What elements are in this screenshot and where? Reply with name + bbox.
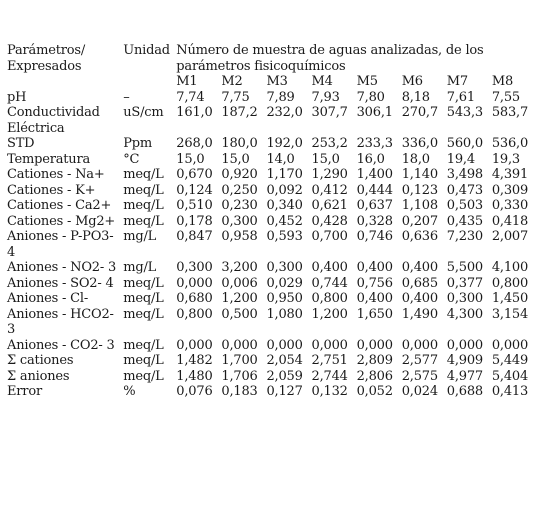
value-cell: 7,55: [491, 89, 520, 105]
sample-label-m2: M2: [221, 74, 243, 89]
value-cell: 0,800: [491, 275, 529, 291]
sample-label-m8: M8: [491, 74, 514, 89]
value-cell: 2,577: [401, 353, 438, 368]
unit-column-header: Unidad: [123, 43, 170, 58]
table-row: [7, 260, 537, 276]
value-cell: 2,575: [401, 368, 438, 384]
value-cell: 2,054: [266, 353, 303, 368]
unit-cell: meq/L: [123, 198, 164, 213]
value-cell: 1,170: [266, 167, 303, 182]
parameter-cell: Cationes - Ca2+: [7, 198, 112, 213]
sample-label-m7: M7: [446, 74, 468, 89]
value-cell: 7,80: [356, 89, 385, 105]
value-cell: 0,800: [176, 306, 213, 322]
value-cell: 0,958: [221, 229, 258, 244]
parameter-cell: Conductividad Eléctrica: [7, 105, 100, 136]
unit-cell: meq/L: [123, 213, 164, 229]
value-cell: 8,18: [401, 89, 430, 105]
value-cell: 0,637: [356, 198, 393, 213]
value-cell: 0,000: [311, 337, 348, 353]
value-cell: 0,756: [356, 275, 393, 291]
value-cell: 0,920: [221, 167, 258, 182]
value-cell: 0,377: [446, 275, 483, 291]
value-cell: 7,74: [176, 89, 205, 105]
unit-cell: meq/L: [123, 353, 164, 368]
value-cell: 0,178: [176, 213, 213, 229]
value-cell: 0,746: [356, 229, 393, 244]
value-cell: 232,0: [266, 105, 303, 120]
parameter-cell: Aniones - P-PO3- 4: [7, 229, 114, 260]
value-cell: 0,183: [221, 384, 258, 399]
parameter-cell: Σ cationes: [7, 353, 74, 368]
unit-cell: meq/L: [123, 291, 164, 306]
value-cell: 0,132: [311, 384, 348, 399]
table-row: [7, 136, 537, 152]
value-cell: 0,950: [266, 291, 303, 306]
table-row: [7, 338, 537, 354]
value-cell: 0,124: [176, 182, 213, 198]
value-cell: 0,503: [446, 198, 483, 213]
value-cell: 0,680: [176, 291, 213, 306]
value-cell: 4,909: [446, 353, 483, 368]
table-row: [7, 167, 537, 183]
parameter-cell: Aniones - HCO2- 3: [7, 306, 114, 337]
sample-label-m6: M6: [401, 74, 423, 89]
value-cell: 0,744: [311, 275, 348, 291]
value-cell: 161,0: [176, 105, 213, 120]
table-row: [7, 90, 537, 106]
value-cell: 336,0: [401, 136, 438, 151]
value-cell: 1,200: [311, 306, 348, 322]
parameter-cell: Cationes - Mg2+: [7, 213, 116, 229]
value-cell: 0,076: [176, 384, 213, 399]
value-cell: 15,0: [311, 151, 340, 167]
value-cell: 0,309: [491, 182, 529, 198]
parameter-cell: Aniones - CO2- 3: [7, 337, 115, 353]
value-cell: 1,140: [401, 167, 438, 182]
value-cell: 0,000: [401, 337, 438, 353]
value-cell: 7,75: [221, 89, 250, 105]
parameter-cell: Aniones - SO2- 4: [7, 275, 114, 291]
value-cell: 2,809: [356, 353, 393, 368]
value-cell: 306,1: [356, 105, 393, 120]
table-row: [7, 105, 537, 136]
parameter-cell: STD: [7, 136, 35, 151]
value-cell: 15,0: [221, 151, 250, 167]
value-cell: 0,685: [401, 275, 438, 291]
value-cell: 0,444: [356, 182, 393, 198]
unit-cell: meq/L: [123, 368, 164, 384]
value-cell: 0,636: [401, 229, 438, 244]
value-cell: 0,000: [446, 337, 483, 353]
value-cell: 0,412: [311, 182, 348, 198]
value-cell: 0,621: [311, 198, 348, 213]
value-cell: 0,006: [221, 275, 258, 291]
value-cell: 0,123: [401, 182, 438, 198]
value-cell: 2,751: [311, 353, 348, 368]
table-row: [7, 291, 537, 307]
unit-cell: meq/L: [123, 182, 164, 198]
value-cell: 15,0: [176, 151, 205, 167]
table-row: [7, 307, 537, 338]
table-row: [7, 214, 537, 230]
value-cell: 14,0: [266, 151, 295, 167]
value-cell: 3,154: [491, 306, 529, 322]
value-cell: 1,650: [356, 306, 393, 322]
value-cell: 0,400: [356, 260, 393, 275]
parameter-cell: Cationes - K+: [7, 182, 96, 198]
value-cell: 0,207: [401, 213, 438, 229]
value-cell: 1,400: [356, 167, 393, 182]
physicochemical-parameters-table-container: [7, 43, 537, 400]
value-cell: 4,391: [491, 167, 529, 182]
value-cell: 3,200: [221, 260, 258, 275]
value-cell: 4,100: [491, 260, 529, 275]
value-cell: 0,593: [266, 229, 303, 244]
parameter-cell: Temperatura: [7, 151, 91, 167]
value-cell: 0,000: [221, 337, 258, 353]
unit-cell: mg/L: [123, 260, 157, 275]
value-cell: 0,328: [356, 213, 393, 229]
value-cell: 0,500: [221, 306, 258, 322]
value-cell: 0,847: [176, 229, 213, 244]
value-cell: 2,806: [356, 368, 393, 384]
value-cell: 0,000: [176, 275, 213, 291]
parameter-cell: pH: [7, 89, 27, 105]
value-cell: 0,300: [266, 260, 303, 275]
value-cell: 0,400: [356, 291, 393, 306]
value-cell: 0,400: [401, 260, 438, 275]
value-cell: 543,3: [446, 105, 483, 120]
value-cell: 0,000: [491, 337, 529, 353]
param-column-header: Parámetros/ Expresados: [7, 43, 86, 74]
value-cell: 1,490: [401, 306, 438, 322]
header-row: [7, 43, 537, 74]
value-cell: 0,052: [356, 384, 393, 399]
value-cell: 3,498: [446, 167, 483, 182]
unit-cell: Ppm: [123, 136, 152, 151]
unit-cell: uS/cm: [123, 105, 164, 120]
unit-cell: meq/L: [123, 337, 164, 353]
value-cell: 270,7: [401, 105, 438, 120]
value-cell: 7,61: [446, 89, 475, 105]
unit-cell: mg/L: [123, 229, 157, 244]
value-cell: 1,290: [311, 167, 348, 182]
value-cell: 1,482: [176, 353, 213, 368]
table-row: [7, 152, 537, 168]
value-cell: 1,450: [491, 291, 529, 306]
value-cell: 1,480: [176, 368, 213, 384]
value-cell: 5,449: [491, 353, 529, 368]
sample-label-m1: M1: [176, 74, 198, 89]
value-cell: 0,330: [491, 198, 529, 213]
value-cell: 4,300: [446, 306, 483, 322]
unit-cell: –: [123, 89, 130, 105]
unit-cell: °C: [123, 151, 140, 167]
value-cell: 268,0: [176, 136, 213, 151]
value-cell: 4,977: [446, 368, 483, 384]
value-cell: 0,452: [266, 213, 303, 229]
value-cell: 536,0: [491, 136, 529, 151]
unit-cell: meq/L: [123, 306, 164, 322]
value-cell: 19,4: [446, 151, 475, 167]
value-cell: 0,700: [311, 229, 348, 244]
table-row: [7, 229, 537, 260]
sample-label-m5: M5: [356, 74, 378, 89]
value-cell: 0,510: [176, 198, 213, 213]
value-cell: 0,688: [446, 384, 483, 399]
value-cell: 5,404: [491, 368, 529, 384]
value-cell: 0,400: [401, 291, 438, 306]
value-cell: 0,473: [446, 182, 483, 198]
value-cell: 2,059: [266, 368, 303, 384]
value-cell: 7,93: [311, 89, 340, 105]
value-cell: 307,7: [311, 105, 348, 120]
value-cell: 18,0: [401, 151, 430, 167]
value-cell: 7,89: [266, 89, 295, 105]
value-cell: 0,300: [446, 291, 483, 306]
value-cell: 0,000: [176, 337, 213, 353]
value-cell: 192,0: [266, 136, 303, 151]
value-cell: 187,2: [221, 105, 258, 120]
value-cell: 0,670: [176, 167, 213, 182]
parameter-cell: Aniones - Cl-: [7, 291, 89, 306]
table-row: [7, 276, 537, 292]
samples-column-header: Número de muestra de aguas analizadas, de los parámetros fisicoquímicos: [176, 43, 484, 74]
table-row: [7, 183, 537, 199]
value-cell: 0,250: [221, 182, 258, 198]
sample-label-m3: M3: [266, 74, 288, 89]
value-cell: 1,700: [221, 353, 258, 368]
table-row: [7, 384, 537, 400]
value-cell: 233,3: [356, 136, 393, 151]
value-cell: 0,127: [266, 384, 303, 399]
value-cell: 0,000: [356, 337, 393, 353]
value-cell: 0,300: [176, 260, 213, 275]
unit-cell: %: [123, 384, 136, 399]
value-cell: 0,300: [221, 213, 258, 229]
value-cell: 0,029: [266, 275, 303, 291]
table-row: [7, 353, 537, 369]
value-cell: 1,200: [221, 291, 258, 306]
parameter-cell: Aniones - NO2- 3: [7, 260, 117, 275]
value-cell: 560,0: [446, 136, 483, 151]
value-cell: 1,080: [266, 306, 303, 322]
value-cell: 1,108: [401, 198, 438, 213]
value-cell: 253,2: [311, 136, 348, 151]
value-cell: 5,500: [446, 260, 483, 275]
value-cell: 1,706: [221, 368, 258, 384]
value-cell: 19,3: [491, 151, 520, 167]
value-cell: 0,230: [221, 198, 258, 213]
parameter-cell: Error: [7, 384, 42, 399]
value-cell: 583,7: [491, 105, 529, 120]
unit-cell: meq/L: [123, 167, 164, 182]
value-cell: 0,428: [311, 213, 348, 229]
value-cell: 0,024: [401, 384, 438, 399]
value-cell: 0,800: [311, 291, 348, 306]
value-cell: 2,744: [311, 368, 348, 384]
sample-label-m4: M4: [311, 74, 333, 89]
value-cell: 7,230: [446, 229, 483, 244]
value-cell: 16,0: [356, 151, 385, 167]
value-cell: 0,000: [266, 337, 303, 353]
value-cell: 0,092: [266, 182, 303, 198]
table-row: [7, 369, 537, 385]
unit-cell: meq/L: [123, 275, 164, 291]
table-body: [7, 90, 537, 400]
value-cell: 0,413: [491, 384, 529, 399]
parameter-cell: Cationes - Na+: [7, 167, 105, 182]
value-cell: 0,418: [491, 213, 529, 229]
parameter-cell: Σ aniones: [7, 368, 70, 384]
value-cell: 0,435: [446, 213, 483, 229]
table-row: [7, 198, 537, 214]
value-cell: 0,400: [311, 260, 348, 275]
value-cell: 2,007: [491, 229, 529, 244]
physicochemical-parameters-table: [7, 43, 537, 400]
value-cell: 180,0: [221, 136, 258, 151]
value-cell: 0,340: [266, 198, 303, 213]
